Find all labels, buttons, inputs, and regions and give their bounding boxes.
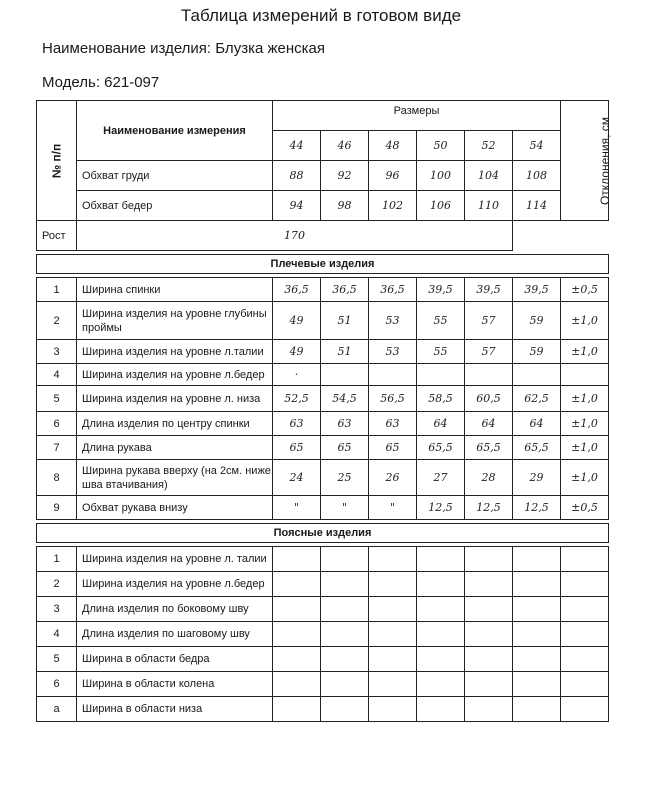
row-value: 49 [273,340,321,364]
empty-cell [417,697,465,722]
header-sizes-label: Размеры [393,105,440,117]
empty-cell [321,597,369,622]
row-value: 55 [417,302,465,340]
empty-cell [465,572,513,597]
row-number: а [37,697,77,722]
waist-row [37,597,609,622]
row-value: 65,5 [513,436,561,460]
empty-cell [273,572,321,597]
row-value: 36,5 [369,278,417,302]
row-value: 12,5 [465,496,513,520]
empty-cell [513,547,561,572]
row-number: 3 [37,597,77,622]
row-value: 65,5 [417,436,465,460]
row-number: 5 [37,647,77,672]
document-title: Таблица измерений в готовом виде [180,6,462,25]
row-value: 54,5 [321,386,369,412]
shoulder-row [37,386,609,412]
row-value: 64 [513,412,561,436]
row-number: 1 [37,278,77,302]
empty-cell [369,672,417,697]
empty-cell [369,572,417,597]
row-value: 57 [465,340,513,364]
row-number: 3 [37,340,77,364]
empty-cell [417,547,465,572]
row-number: 8 [37,460,77,496]
row-number: 7 [37,436,77,460]
empty-cell [513,572,561,597]
row-value: 58,5 [417,386,465,412]
row-value: · [273,364,321,386]
header-deviation-cell [561,101,613,221]
row-value: 60,5 [465,386,513,412]
row-value: 39,5 [417,278,465,302]
row-value [417,364,465,386]
row-deviation [561,364,609,386]
row-number: 5 [37,386,77,412]
shoulder-row [37,340,609,364]
row-label: Ширина в области бедра [77,647,273,672]
empty-cell [513,622,561,647]
empty-cell [369,647,417,672]
empty-cell [321,672,369,697]
empty-cell [321,572,369,597]
header-num-label: № п/п [49,143,64,178]
hips-row [37,191,609,221]
waist-row [37,622,609,647]
row-value: 28 [465,460,513,496]
row-number: 4 [37,364,77,386]
empty-cell [273,672,321,697]
row-label: Длина изделия по боковому шву [77,597,273,622]
body-param-value: 102 [369,191,417,221]
shoulder-row [37,302,609,340]
row-value: 63 [369,412,417,436]
waist-row [37,572,609,597]
row-value [465,364,513,386]
row-value [321,364,369,386]
row-value: 59 [513,302,561,340]
row-value [513,364,561,386]
body-param-value: 106 [417,191,465,221]
chest-row [37,161,609,191]
height-value: 170 [77,221,513,251]
empty-cell [465,672,513,697]
empty-cell [417,622,465,647]
body-param-value: 100 [417,161,465,191]
header-deviation-label: Отклонения, см [598,116,613,205]
row-value: 57 [465,302,513,340]
section-waist-row [37,524,609,543]
shoulder-row [37,364,609,386]
size-44: 44 [273,131,321,161]
empty-cell [561,597,609,622]
row-value: 59 [513,340,561,364]
row-value: 65 [321,436,369,460]
row-value: 53 [369,340,417,364]
empty-cell [369,597,417,622]
empty-cell [561,547,609,572]
waist-row [37,647,609,672]
row-deviation: ±1,0 [561,460,609,496]
row-value: " [369,496,417,520]
body-param-label: Рост [37,221,77,251]
empty-cell [417,647,465,672]
shoulder-row [37,460,609,496]
empty-cell [273,622,321,647]
row-value: 25 [321,460,369,496]
shoulder-row [37,412,609,436]
empty-cell [465,547,513,572]
row-label: Ширина изделия на уровне л.талии [77,340,273,364]
size-48: 48 [369,131,417,161]
row-label: Длина изделия по шаговому шву [77,622,273,647]
empty-cell [321,547,369,572]
row-value: 36,5 [273,278,321,302]
row-value: 53 [369,302,417,340]
header-num-cell [37,101,77,221]
body-param-value: 110 [465,191,513,221]
waist-row [37,697,609,722]
empty-cell [273,597,321,622]
header-name-cell [77,101,273,161]
body-param-label: Обхват бедер [77,191,273,221]
empty-cell [561,697,609,722]
row-value: 55 [417,340,465,364]
row-value: 62,5 [513,386,561,412]
empty-cell [369,697,417,722]
row-label: Ширина изделия на уровне л.бедер [77,572,273,597]
empty-cell [273,547,321,572]
shoulder-row [37,278,609,302]
row-label: Ширина рукава вверху (на 2см. ниже шва втачивания) [77,460,273,496]
empty-cell [465,622,513,647]
shoulder-row [37,496,609,520]
body-param-value: 94 [273,191,321,221]
row-value: 63 [273,412,321,436]
row-number: 2 [37,572,77,597]
row-deviation: ±1,0 [561,436,609,460]
row-deviation: ±1,0 [561,412,609,436]
empty-cell [417,572,465,597]
row-value: 29 [513,460,561,496]
body-param-value: 88 [273,161,321,191]
body-param-value: 104 [465,161,513,191]
size-50: 50 [417,131,465,161]
row-value: 51 [321,302,369,340]
body-param-value: 98 [321,191,369,221]
row-value: 65 [273,436,321,460]
empty-cell [369,622,417,647]
row-value: 39,5 [465,278,513,302]
size-52: 52 [465,131,513,161]
empty-cell [321,647,369,672]
row-number: 2 [37,302,77,340]
empty-cell [561,672,609,697]
empty-cell [465,647,513,672]
size-46: 46 [321,131,369,161]
empty-cell [465,597,513,622]
row-value: 49 [273,302,321,340]
empty-cell [417,672,465,697]
product-name: Наименование изделия: Блузка женская [42,40,325,57]
row-number: 1 [37,547,77,572]
row-number: 4 [37,622,77,647]
row-label: Ширина в области колена [77,672,273,697]
empty-cell [417,597,465,622]
row-value: " [321,496,369,520]
row-value: 24 [273,460,321,496]
row-value: 39,5 [513,278,561,302]
row-value: 56,5 [369,386,417,412]
empty-cell [513,597,561,622]
section-shoulder-title: Плечевые изделия [37,255,609,274]
row-number: 6 [37,412,77,436]
row-value: 65 [369,436,417,460]
row-value: 64 [417,412,465,436]
row-value: 64 [465,412,513,436]
model-number: Модель: 621-097 [42,74,160,91]
row-value: 12,5 [417,496,465,520]
shoulder-row [37,436,609,460]
row-number: 9 [37,496,77,520]
empty-cell [513,697,561,722]
row-value [369,364,417,386]
row-value: 36,5 [321,278,369,302]
row-label: Длина изделия по центру спинки [77,412,273,436]
height-row [37,221,609,251]
waist-row [37,547,609,572]
size-54: 54 [513,131,561,161]
row-label: Ширина изделия на уровне л.бедер [77,364,273,386]
waist-row [37,672,609,697]
section-waist-title: Поясные изделия [37,524,609,543]
row-deviation: ±0,5 [561,496,609,520]
row-value: 26 [369,460,417,496]
row-value: 65,5 [465,436,513,460]
empty-cell [561,622,609,647]
row-label: Обхват рукава внизу [77,496,273,520]
empty-cell [513,672,561,697]
empty-cell [321,697,369,722]
empty-cell [513,647,561,672]
body-param-value: 92 [321,161,369,191]
row-label: Ширина спинки [77,278,273,302]
empty-cell [273,697,321,722]
body-param-value: 114 [513,191,561,221]
body-param-value: 108 [513,161,561,191]
body-param-value: 96 [369,161,417,191]
row-label: Длина рукава [77,436,273,460]
header-sizes-cell [273,101,561,131]
row-number: 6 [37,672,77,697]
row-deviation: ±0,5 [561,278,609,302]
row-value: 12,5 [513,496,561,520]
row-value: 51 [321,340,369,364]
row-deviation: ±1,0 [561,302,609,340]
row-label: Ширина изделия на уровне л. низа [77,386,273,412]
row-label: Ширина изделия на уровне глубины проймы [77,302,273,340]
empty-cell [321,622,369,647]
row-deviation: ±1,0 [561,340,609,364]
empty-cell [273,647,321,672]
row-value: 52,5 [273,386,321,412]
body-param-label: Обхват груди [77,161,273,191]
empty-cell [561,572,609,597]
empty-cell [561,647,609,672]
row-label: Ширина в области низа [77,697,273,722]
empty-cell [369,547,417,572]
row-value: 27 [417,460,465,496]
row-value: 63 [321,412,369,436]
row-value: " [273,496,321,520]
empty-cell [465,697,513,722]
row-deviation: ±1,0 [561,386,609,412]
measurements-table [36,100,613,722]
header-name-label: Наименование измерения [103,124,246,137]
row-label: Ширина изделия на уровне л. талии [77,547,273,572]
